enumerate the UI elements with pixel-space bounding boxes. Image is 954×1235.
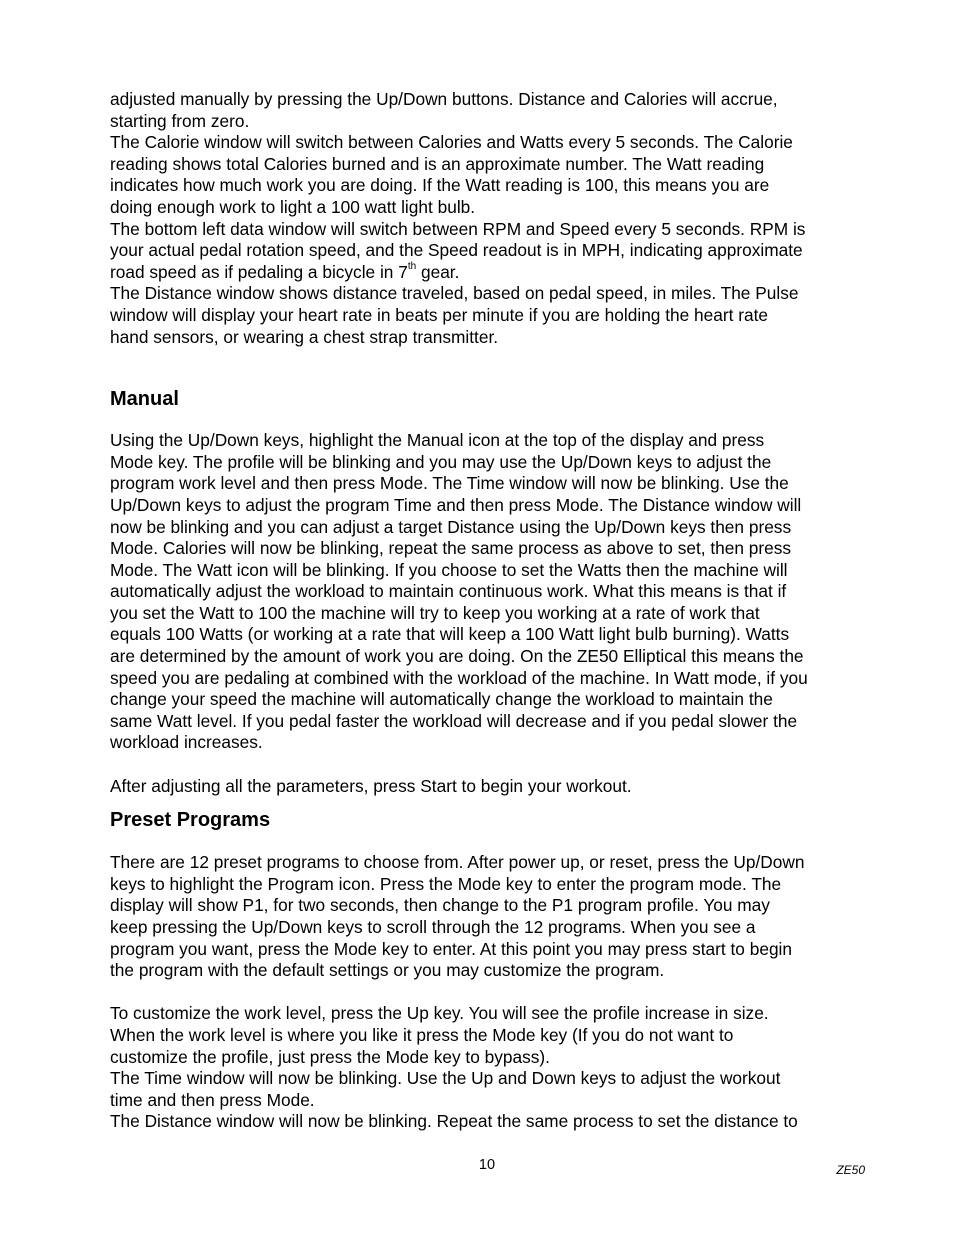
text-line: Up/Down keys to adjust the program Time and then press Mode. The Distance window will	[110, 494, 802, 515]
text-line: The Time window will now be blinking. Use the Up and Down keys to adjust the workout	[110, 1068, 781, 1089]
customize-paragraph	[110, 1003, 870, 1133]
text-line: are determined by the amount of work you are doing. On the ZE50 Elliptical this means the	[110, 646, 804, 667]
text-line: After adjusting all the parameters, press Start to begin your workout.	[110, 775, 632, 796]
text-line: The Distance window shows distance traveled, based on pedal speed, in miles. The Pulse	[110, 283, 799, 304]
text-line: The bottom left data window will switch between RPM and Speed every 5 seconds. RPM is	[110, 218, 806, 239]
paragraph-gap	[110, 754, 870, 776]
intro-section	[110, 89, 870, 348]
text-line: equals 100 Watts (or working at a rate that will keep a 100 Watt light bulb burning). Watts	[110, 624, 790, 645]
manual-start-paragraph	[110, 776, 870, 798]
text-line: Mode. Calories will now be blinking, repeat the same process as above to set, then press	[110, 538, 792, 559]
preset-paragraph	[110, 852, 870, 982]
text-line: To customize the work level, press the Up key. You will see the profile increase in size.	[110, 1003, 769, 1024]
text-line: workload increases.	[110, 732, 263, 753]
text-line: your actual pedal rotation speed, and the Speed readout is in MPH, indicating approximate	[110, 240, 803, 261]
text-line: customize the profile, just press the Mode key to bypass).	[110, 1046, 550, 1067]
text-line: program you want, press the Mode key to enter. At this point you may press start to begin	[110, 938, 793, 959]
text-line: speed you are pedaling at combined with the workload of the machine. In Watt mode, if you	[110, 667, 808, 688]
text-line: now be blinking and you can adjust a target Distance using the Up/Down keys then press	[110, 516, 792, 537]
text-line: There are 12 preset programs to choose from. After power up, or reset, press the Up/Down	[110, 852, 805, 873]
manual-heading: Manual	[110, 388, 179, 411]
text-line: Using the Up/Down keys, highlight the Manual icon at the top of the display and press	[110, 430, 765, 451]
text-line: program work level and then press Mode. The Time window will now be blinking. Use the	[110, 473, 789, 494]
text-line: Mode key. The profile will be blinking and you may use the Up/Down keys to adjust the	[110, 451, 772, 472]
manual-paragraph	[110, 430, 870, 754]
text-line: doing enough work to light a 100 watt light bulb.	[110, 196, 476, 217]
text-line: display will show P1, for two seconds, then change to the P1 program profile. You may	[110, 895, 770, 916]
text-line: keys to highlight the Program icon. Press the Mode key to enter the program mode. The	[110, 873, 782, 894]
text-line: Mode. The Watt icon will be blinking. If you choose to set the Watts then the machine will	[110, 559, 788, 580]
text-line: reading shows total Calories burned and is an approximate number. The Watt reading	[110, 153, 765, 174]
paragraph-gap	[110, 982, 870, 1004]
text-line: window will display your heart rate in beats per minute if you are holding the heart rate	[110, 304, 769, 325]
text-line: change your speed the machine will automatically change the workload to maintain the	[110, 689, 773, 710]
gear-text-after: gear.	[416, 261, 460, 282]
gear-text-line	[110, 262, 870, 284]
document-page	[110, 89, 870, 1133]
gear-superscript: th	[407, 260, 417, 272]
text-line: keep pressing the Up/Down keys to scroll through the 12 programs. When you see a	[110, 917, 756, 937]
text-line: adjusted manually by pressing the Up/Down buttons. Distance and Calories will accrue,	[110, 89, 778, 109]
preset-programs-heading: Preset Programs	[110, 809, 271, 832]
text-line: automatically adjust the workload to maintain continuous work. What this means is that if	[110, 581, 787, 602]
text-line: The Calorie window will switch between Calories and Watts every 5 seconds. The Calorie	[110, 132, 793, 153]
model-label: ZE50	[836, 1163, 865, 1177]
text-line: same Watt level. If you pedal faster the workload will decrease and if you pedal slower the	[110, 710, 798, 731]
text-line: The Distance window will now be blinking. Repeat the same process to set the distance to	[110, 1111, 798, 1132]
text-line: When the work level is where you like it press the Mode key (If you do not want to	[110, 1024, 734, 1045]
text-line: the program with the default settings or you may customize the program.	[110, 960, 665, 981]
text-line: you set the Watt to 100 the machine will try to keep you working at a rate of work that	[110, 602, 760, 623]
text-line: hand sensors, or wearing a chest strap transmitter.	[110, 326, 499, 347]
text-line: time and then press Mode.	[110, 1089, 315, 1110]
text-line: indicates how much work you are doing. If the Watt reading is 100, this means you are	[110, 175, 770, 196]
gear-text-before: road speed as if pedaling a bicycle in 7	[110, 261, 408, 282]
text-line: starting from zero.	[110, 110, 250, 131]
page-number: 10	[478, 1157, 496, 1173]
